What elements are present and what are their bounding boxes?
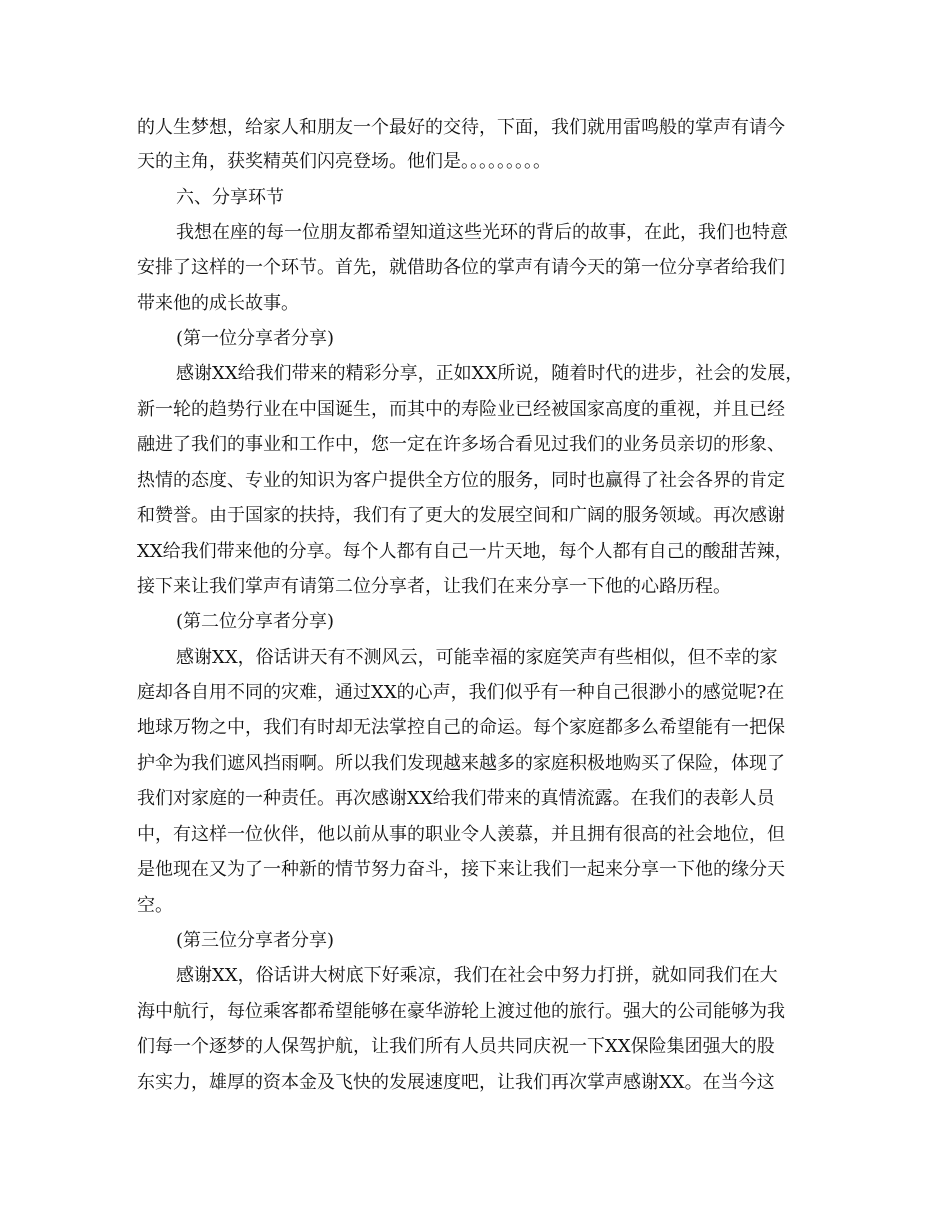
- text-line: 空。: [137, 895, 173, 916]
- text-line: 是他现在又为了一种新的情节努力奋斗，接下来让我们一起来分享一下他的缘分天: [137, 859, 785, 880]
- text-line: 融进了我们的事业和工作中，您一定在许多场合看见过我们的业务员亲切的形象、: [137, 434, 785, 455]
- text-line: 我们对家庭的一种责任。再次感谢XX给我们带来的真情流露。在我们的表彰人员: [137, 788, 775, 809]
- text-line: 庭却各自用不同的灾难，通过XX的心声，我们似乎有一种自己很渺小的感觉呢?在: [137, 682, 785, 703]
- text-line: 感谢XX，俗话讲天有不测风云，可能幸福的家庭笑声有些相似，但不幸的家: [176, 647, 778, 668]
- stage-note: (第三位分享者分享): [176, 930, 335, 951]
- text-line: 带来他的成长故事。: [137, 293, 299, 314]
- text-line: 我想在座的每一位朋友都希望知道这些光环的背后的故事，在此，我们也特意: [176, 222, 788, 243]
- text-line: 天的主角，获奖精英们闪亮登场。他们是。。。。。。。。。: [137, 151, 551, 172]
- text-line: 和赞誉。由于国家的扶持，我们有了更大的发展空间和广阔的服务领域。再次感谢: [137, 505, 785, 526]
- text-line: 护伞为我们遮风挡雨啊。所以我们发现越来越多的家庭积极地购买了保险，体现了: [137, 753, 785, 774]
- text-line: 安排了这样的一个环节。首先，就借助各位的掌声有请今天的第一位分享者给我们: [137, 257, 785, 278]
- text-line: 热情的态度、专业的知识为客户提供全方位的服务，同时也赢得了社会各界的肯定: [137, 470, 785, 491]
- text-line: 海中航行，每位乘客都希望能够在豪华游轮上渡过他的旅行。强大的公司能够为我: [137, 1001, 785, 1022]
- text-line: 中，有这样一位伙伴，他以前从事的职业令人羡慕，并且拥有很高的社会地位，但: [137, 824, 785, 845]
- text-line: 东实力，雄厚的资本金及飞快的发展速度吧，让我们再次掌声感谢XX。在当今这: [137, 1072, 775, 1093]
- stage-note: (第二位分享者分享): [176, 611, 335, 632]
- text-line: 们每一个逐梦的人保驾护航，让我们所有人员共同庆祝一下XX保险集团强大的股: [137, 1036, 775, 1057]
- text-line: 的人生梦想，给家人和朋友一个最好的交待，下面，我们就用雷鸣般的掌声有请今: [137, 117, 785, 138]
- text-line: XX给我们带来他的分享。每个人都有自己一片天地，每个人都有自己的酸甜苦辣，: [137, 541, 793, 562]
- text-line: 新一轮的趋势行业在中国诞生，而其中的寿险业已经被国家高度的重视，并且已经: [137, 399, 785, 420]
- section-heading: 六、分享环节: [176, 187, 284, 208]
- stage-note: (第一位分享者分享): [176, 328, 335, 349]
- text-line: 地球万物之中，我们有时却无法掌控自己的命运。每个家庭都多么希望能有一把保: [137, 717, 785, 738]
- text-line: 接下来让我们掌声有请第二位分享者，让我们在来分享一下他的心路历程。: [137, 576, 731, 597]
- text-line: 感谢XX给我们带来的精彩分享，正如XX所说，随着时代的进步，社会的发展，: [176, 363, 804, 384]
- text-line: 感谢XX，俗话讲大树底下好乘凉，我们在社会中努力打拼，就如同我们在大: [176, 965, 778, 986]
